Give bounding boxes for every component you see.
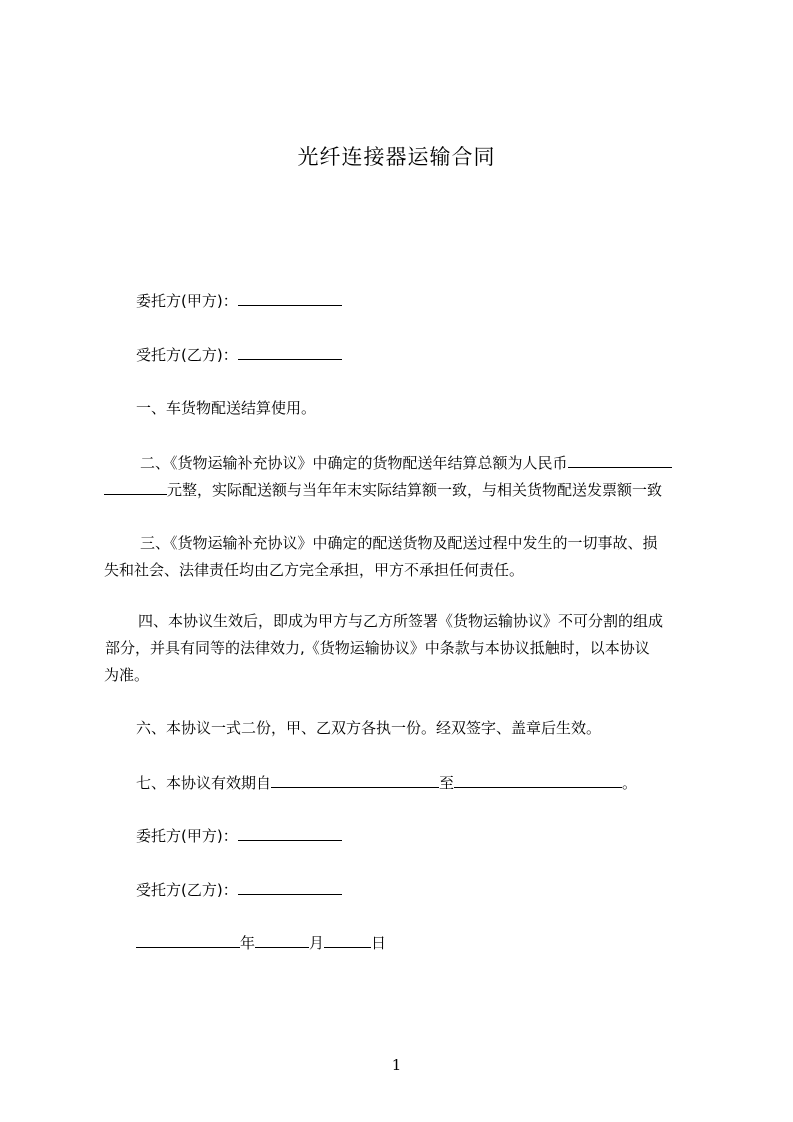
clause-7-middle: 至 xyxy=(439,774,455,792)
date-line xyxy=(136,929,386,956)
contractor-party-line xyxy=(136,341,342,368)
start-date-blank xyxy=(271,769,439,788)
clause-2-text-1: 二、《货物运输补充协议》中确定的货物配送年结算总额为人民币 xyxy=(140,454,568,472)
signature-client-label: 委托方(甲方)： xyxy=(136,827,238,845)
page-number: 1 xyxy=(391,1056,402,1074)
clause-2-line-1 xyxy=(140,449,672,476)
signature-contractor-blank xyxy=(238,876,342,895)
client-blank xyxy=(238,287,342,306)
clause-2-text-2: 元整，实际配送额与当年年末实际结算额一致，与相关货物配送发票额一致 xyxy=(167,481,663,499)
client-label: 委托方(甲方)： xyxy=(136,292,238,310)
clause-4-line-1: 四、本协议生效后，即成为甲方与乙方所签署《货物运输协议》不可分割的组成 xyxy=(138,612,664,630)
client-party-line xyxy=(136,287,342,314)
month-blank xyxy=(255,929,309,948)
end-date-blank xyxy=(454,769,622,788)
amount-blank xyxy=(568,449,672,468)
clause-4-line-2: 部分，并具有同等的法律效力,《货物运输协议》中条款与本协议抵触时，以本协议 xyxy=(105,639,650,657)
clause-2-line-2 xyxy=(104,476,662,503)
clause-1: 一、车货物配送结算使用。 xyxy=(136,399,317,417)
clause-4-line-3: 为准。 xyxy=(104,666,150,684)
clause-7 xyxy=(136,769,637,796)
amount-blank-continued xyxy=(104,476,167,495)
clause-6: 六、本协议一式二份，甲、乙双方各执一份。经双签字、盖章后生效。 xyxy=(136,719,602,737)
contractor-label: 受托方(乙方)： xyxy=(136,346,238,364)
year-blank xyxy=(136,929,240,948)
clause-3-line-2: 失和社会、法律责任均由乙方完全承担，甲方不承担任何责任。 xyxy=(104,561,525,579)
clause-7-prefix: 七、本协议有效期自 xyxy=(136,774,272,792)
day-label: 日 xyxy=(371,934,387,952)
day-blank xyxy=(324,929,371,948)
contract-title: 光纤连接器运输合同 xyxy=(297,145,496,169)
month-label: 月 xyxy=(309,934,325,952)
clause-7-suffix: 。 xyxy=(622,774,638,792)
clause-3-line-1: 三、《货物运输补充协议》中确定的配送货物及配送过程中发生的一切事故、损 xyxy=(140,534,658,552)
signature-client-line xyxy=(136,822,342,849)
year-label: 年 xyxy=(240,934,256,952)
signature-contractor-label: 受托方(乙方)： xyxy=(136,881,238,899)
contractor-blank xyxy=(238,341,342,360)
signature-client-blank xyxy=(238,822,342,841)
signature-contractor-line xyxy=(136,876,342,903)
